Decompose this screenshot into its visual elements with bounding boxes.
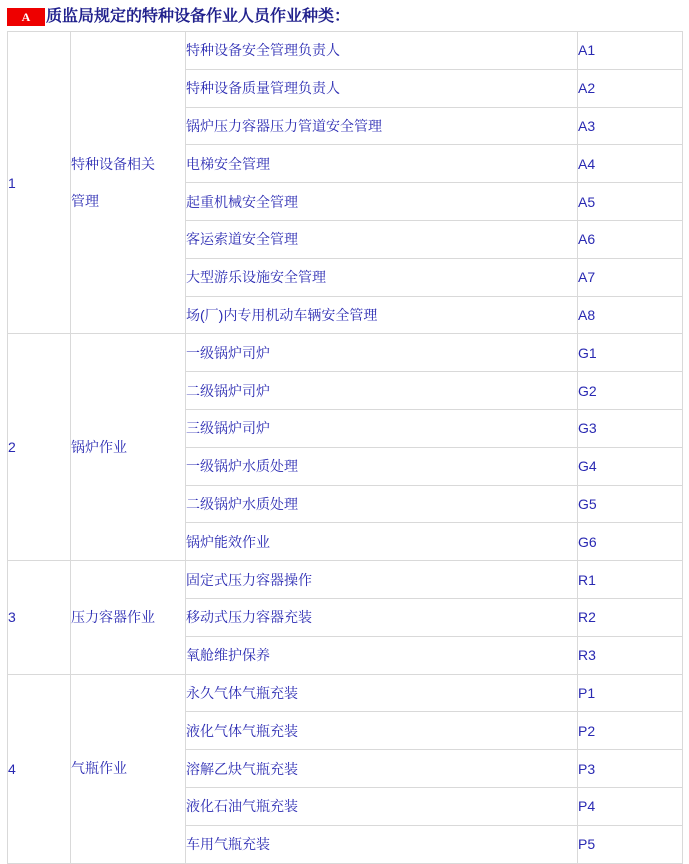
page-title [7, 8, 689, 26]
item-name-cell: 三级锅炉司炉 [186, 409, 578, 447]
item-code-cell: P2 [578, 712, 683, 750]
item-name-cell: 移动式压力容器充装 [186, 598, 578, 636]
section-category-cell [71, 674, 186, 863]
item-name-cell: 起重机械安全管理 [186, 183, 578, 221]
section-category-cell [71, 334, 186, 561]
table-body [8, 32, 683, 864]
section-category-label: 特种设备相关管理 [71, 155, 155, 209]
item-name-cell: 锅炉压力容器压力管道安全管理 [186, 107, 578, 145]
table-row [8, 561, 683, 599]
item-name-cell: 氧舱维护保养 [186, 636, 578, 674]
item-name-cell: 一级锅炉司炉 [186, 334, 578, 372]
item-name-cell: 永久气体气瓶充装 [186, 674, 578, 712]
item-name-cell: 锅炉能效作业 [186, 523, 578, 561]
page-title-text: 质监局规定的特种设备作业人员作业种类： [46, 8, 351, 25]
item-name-cell: 液化气体气瓶充装 [186, 712, 578, 750]
item-name-cell: 车用气瓶充装 [186, 825, 578, 863]
section-category-label: 压力容器作业 [71, 608, 155, 625]
item-code-cell: R3 [578, 636, 683, 674]
item-code-cell: A1 [578, 32, 683, 70]
item-code-cell: G2 [578, 372, 683, 410]
section-category-label: 气瓶作业 [71, 760, 127, 777]
item-code-cell: A6 [578, 220, 683, 258]
item-code-cell: G5 [578, 485, 683, 523]
item-name-cell: 溶解乙炔气瓶充装 [186, 750, 578, 788]
item-name-cell: 二级锅炉司炉 [186, 372, 578, 410]
section-badge: A [7, 8, 45, 26]
item-name-cell: 二级锅炉水质处理 [186, 485, 578, 523]
item-code-cell: G4 [578, 447, 683, 485]
item-code-cell: R2 [578, 598, 683, 636]
item-code-cell: R1 [578, 561, 683, 599]
section-category-cell [71, 32, 186, 334]
item-code-cell: P5 [578, 825, 683, 863]
section-number-cell: 4 [8, 674, 71, 863]
table-row [8, 334, 683, 372]
section-number-cell: 3 [8, 561, 71, 674]
item-code-cell: A7 [578, 258, 683, 296]
item-code-cell: P3 [578, 750, 683, 788]
item-name-cell: 特种设备质量管理负责人 [186, 69, 578, 107]
section-category-label: 锅炉作业 [71, 438, 127, 455]
equipment-categories-table [7, 31, 683, 864]
item-code-cell: G3 [578, 409, 683, 447]
section-number-cell: 2 [8, 334, 71, 561]
item-name-cell: 客运索道安全管理 [186, 220, 578, 258]
item-code-cell: A4 [578, 145, 683, 183]
item-code-cell: P1 [578, 674, 683, 712]
item-name-cell: 固定式压力容器操作 [186, 561, 578, 599]
item-name-cell: 液化石油气瓶充装 [186, 787, 578, 825]
item-name-cell: 场(厂)内专用机动车辆安全管理 [186, 296, 578, 334]
item-code-cell: A3 [578, 107, 683, 145]
item-code-cell: P4 [578, 787, 683, 825]
item-name-cell: 电梯安全管理 [186, 145, 578, 183]
table-row [8, 32, 683, 70]
item-code-cell: A5 [578, 183, 683, 221]
table-row [8, 674, 683, 712]
item-name-cell: 一级锅炉水质处理 [186, 447, 578, 485]
section-category-cell [71, 561, 186, 674]
item-code-cell: A2 [578, 69, 683, 107]
item-name-cell: 大型游乐设施安全管理 [186, 258, 578, 296]
item-name-cell: 特种设备安全管理负责人 [186, 32, 578, 70]
item-code-cell: G1 [578, 334, 683, 372]
section-number-cell: 1 [8, 32, 71, 334]
item-code-cell: G6 [578, 523, 683, 561]
item-code-cell: A8 [578, 296, 683, 334]
